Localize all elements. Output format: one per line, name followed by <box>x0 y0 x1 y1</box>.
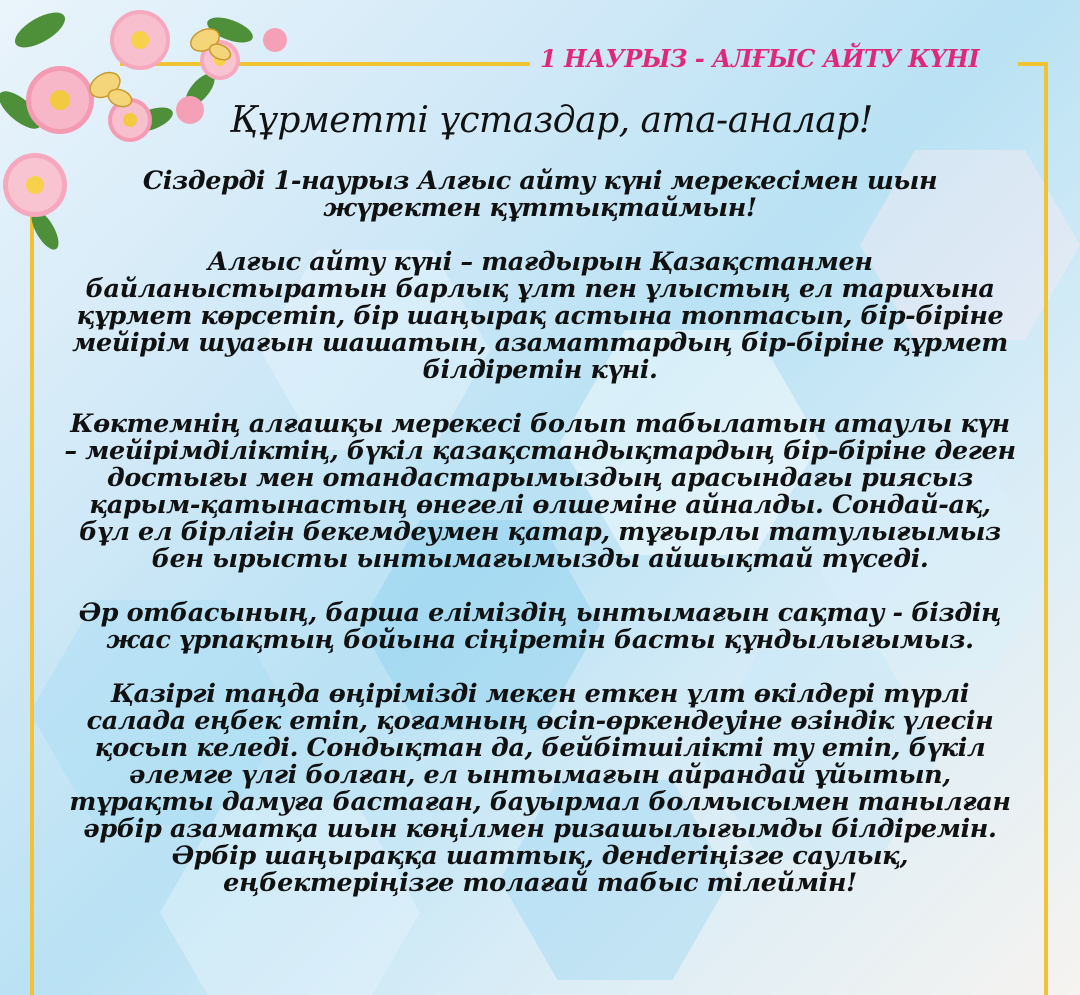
greeting-heading: Құрметті ұстаздар, ата-аналар! <box>230 100 873 141</box>
header-title: 1 НАУРЫЗ - АЛҒЫС АЙТУ КҮНІ <box>540 44 980 73</box>
frame-right-line <box>1044 62 1048 995</box>
paragraph-4: Әр отбасының, барша еліміздің ынтымағын сақтау - біздің жас ұрпақтың бойына сіңіретін басты құндылығымыз. <box>78 598 1002 655</box>
paragraph-5: Қазіргі таңда өңірімізді мекен еткен ұлт өкілдері түрлі салада еңбек етіп, қоғамның өсіп-өркендеуіне өзіндік үлесін қосып келеді. Сондықтан да, бейбітшілікті ту етіп, бүкіл әлемге үлгі болған, ел ынтымағын айрандай ұйытып, тұрақты дамуға бастаған, бауырмал болмысымен танылған әрбір азаматқа шын көңілмен ризашылығымды білдіремін. Әрбір шаңыраққа шаттық, денderіңізге саулық, еңбектеріңізге толағай табыс тілеймін! <box>69 679 1011 898</box>
paragraph-3: Көктемнің алғашқы мерекесі болып табылатын атаулы күн – мейірімділіктің, бүкіл қазақстандықтардың бір-біріне деген достығы мен отандастарымыздың арасындағы риясыз қарым-қатынастың өнегелі өлшеміне айналды. Сондай-ақ, бұл ел бірлігін бекемдеумен қатар, тұғырлы татулығымыз бен ырысты ынтымағымызды айшықтай түседі. <box>64 409 1016 574</box>
message-body <box>60 168 1020 897</box>
frame-left-line <box>30 200 34 995</box>
paragraph-1: Сіздерді 1-наурыз Алғыс айту күні мерекесімен шын жүректен құттықтаймын! <box>142 166 938 223</box>
paragraph-2: Алғыс айту күні – тағдырын Қазақстанмен байланыстыратын барлық ұлт пен ұлыстың ел тарихына құрмет көрсетіп, бір шаңырақ астына топтасып, бір-біріне мейірім шуағын шашатын, азаматтардың бір-біріне құрмет білдіретін күні. <box>72 247 1008 385</box>
